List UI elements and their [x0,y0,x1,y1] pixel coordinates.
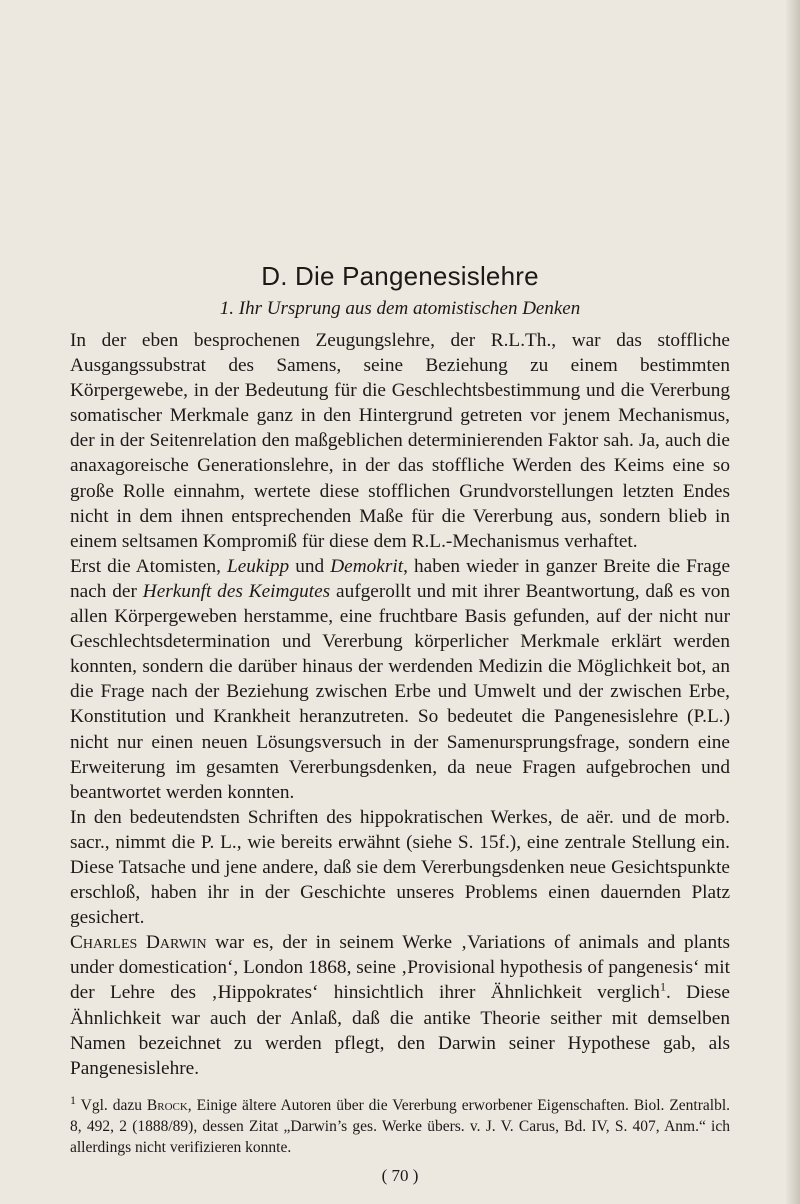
paragraph-2-text-end: aufgerollt und mit ihrer Beantwortung, daß es von allen Körpergeweben herstamme, eine fruchtbare Basis gefunden, auf der nicht nur Geschlechtsdetermination und Vererbung körperlicher Merkmale erklärt werden konnten, sondern die darüber hinaus der werdenden Medizin die Möglichkeit bot, an die Frage nach der Beziehung zwischen Erbe und Umwelt und der zwischen Erbe, Konstitution und Krankheit heranzutreten. So bedeutet die Pangenesislehre (P.L.) nicht nur einen neuen Lösungsversuch in der Samenursprungsfrage, sondern eine Erweiterung im gesamten Vererbungsdenken, da neue Fragen aufgebrochen und beantwortet werden konnten. [70,580,730,803]
paragraph-3-text: In den bedeutendsten Schriften des hippokratischen Werkes, de aër. und de morb. sacr., nimmt die P. L., wie bereits erwähnt (siehe S. 15f.), eine zentrale Stellung ein. Diese Tatsache und jene andere, daß sie dem Vererbungsdenken neue Gesichtspunkte erschloß, haben ihr in der Geschichte unseres Problems einen dauernden Platz gesichert. [70,806,730,929]
paragraph-4-text-end: . Diese Ähnlichkeit war auch der Anlaß, daß die antike Theorie seither mit demselben Namen bezeichnet zu werden pflegt, den Darwin seiner Hypothese gab, als Pangenesislehre. [70,982,730,1079]
paragraph-3 [70,805,730,930]
section-heading: D. Die Pangenesislehre [261,261,539,291]
footnote-text-end: , Einige ältere Autoren über die Vererbung erworbener Eigenschaften. Biol. Zentralbl. 8, 492, 2 (1888/89), dessen Zitat „Darwin’s ges. Werke übers. v. J. V. Carus, Bd. IV, S. 407, Anm.“ ich allerdings nicht verifizieren konnte. [70,1096,730,1156]
paragraph-2-und: und [289,555,331,577]
footnote-author-brock: Brock [146,1096,188,1114]
name-demokrit: Demokrit [330,555,404,577]
page-number: ( 70 ) [381,1165,419,1185]
paragraph-1 [70,328,730,554]
phrase-herkunft-des-keimgutes: Herkunft des Keimgutes [142,580,331,602]
paragraph-2-text-start: Erst die Atomisten, [70,555,227,577]
footnote-text-start: Vgl. dazu [76,1096,147,1114]
paragraph-1-text: In der eben besprochenen Zeugungslehre, der R.L.Th., war das stoffliche Ausgangssubstrat des Samens, seine Beziehung zu einem bestimmten Körpergewebe, in der Bedeutung für die Geschlechtsbestimmung und die Vererbung somatischer Merkmale ganz in den Hintergrund getreten vor jenem Mechanismus, der in der Seitenrelation den maßgeblichen determinierenden Faktor sah. Ja, auch die anaxagoreische Generationslehre, in der das stoffliche Werden des Keims eine so große Rolle einnahm, wertete diese stofflichen Grundvorstellungen letzten Endes nicht in dem ihnen entsprechenden Maße für die Vererbung aus, sondern blieb in einem seltsamen Kompromiß für diese dem R.L.-Mechanismus verhaftet. [70,330,730,552]
page-content [70,258,730,1186]
paragraph-2 [70,554,730,805]
footnote [70,1092,730,1158]
subsection-heading: 1. Ihr Ursprung aus dem atomistischen Denken [219,298,581,319]
paragraph-4-text: war es, der in seinem Werke ‚Variations of animals and plants under domestication‘, London 1868, seine ‚Provisional hypothesis of pangenesis‘ mit der Lehre des ‚Hippokrates‘ hinsichtlich ihrer Ähnlichkeit verglich [70,932,730,1004]
paragraph-2-text-mid: , haben wieder in ganzer Breite die Frage nach der [70,555,731,602]
paragraph-4 [70,930,730,1081]
footnote-reference: 1 [659,980,666,995]
name-leukipp: Leukipp [227,555,290,577]
name-charles-darwin: Charles Darwin [70,932,207,954]
page-edge-shadow [786,0,800,1204]
footnote-marker: 1 [70,1092,76,1107]
